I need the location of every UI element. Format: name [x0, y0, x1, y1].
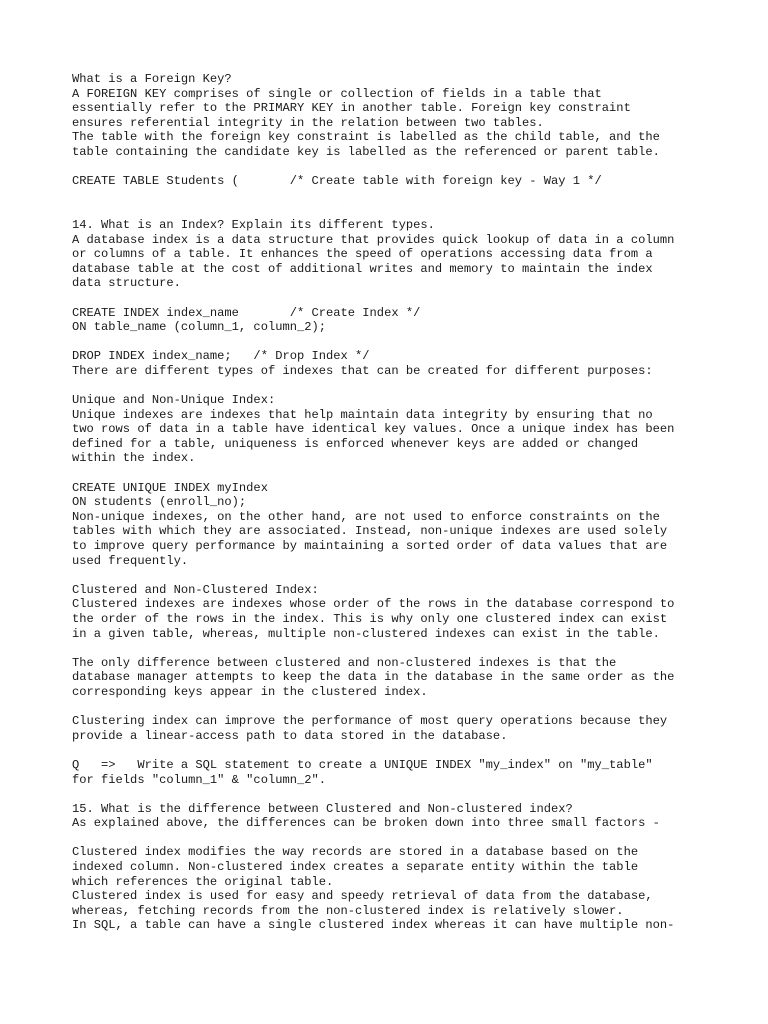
- text-line: defined for a table, uniqueness is enforced whenever keys are added or changed: [72, 436, 639, 451]
- text-line: for fields "column_1" & "column_2".: [72, 772, 327, 787]
- text-line: There are different types of indexes that can be created for different purposes:: [72, 363, 653, 378]
- text-line: As explained above, the differences can be broken down into three small factors -: [72, 816, 660, 831]
- text-line: A FOREIGN KEY comprises of single or collection of fields in a table that: [72, 86, 602, 101]
- text-line: A database index is a data structure that provides quick lookup of data in a column: [72, 232, 675, 247]
- text-line: Clustered index is used for easy and speedy retrieval of data from the database,: [72, 889, 653, 904]
- text-line: database table at the cost of additional writes and memory to maintain the index: [72, 261, 653, 276]
- document-page: [72, 72, 712, 933]
- text-line: Non-unique indexes, on the other hand, are not used to enforce constraints on the: [72, 509, 660, 524]
- blank-line: [72, 466, 712, 481]
- text-line: Unique indexes are indexes that help maintain data integrity by ensuring that no: [72, 407, 653, 422]
- text-line: In SQL, a table can have a single clustered index whereas it can have multiple non-: [72, 918, 675, 933]
- blank-line: [72, 743, 712, 758]
- text-line: The only difference between clustered and non-clustered indexes is that the: [72, 655, 617, 670]
- blank-line: [72, 568, 712, 583]
- text-line: essentially refer to the PRIMARY KEY in another table. Foreign key constraint: [72, 101, 631, 116]
- text-line: provide a linear-access path to data stored in the database.: [72, 728, 508, 743]
- blank-line: [72, 160, 712, 175]
- text-line: in a given table, whereas, multiple non-clustered indexes can exist in the table.: [72, 626, 660, 641]
- blank-line: [72, 700, 712, 715]
- text-line: used frequently.: [72, 553, 189, 568]
- text-line: table containing the candidate key is labelled as the referenced or parent table.: [72, 144, 660, 159]
- text-line: indexed column. Non-clustered index creates a separate entity within the table: [72, 860, 639, 875]
- text-line: DROP INDEX index_name; /* Drop Index */: [72, 349, 370, 364]
- text-line: What is a Foreign Key?: [72, 72, 232, 86]
- text-line: CREATE INDEX index_name /* Create Index */: [72, 305, 421, 320]
- text-line: or columns of a table. It enhances the speed of operations accessing data from a: [72, 247, 653, 262]
- text-line: Clustered index modifies the way records are stored in a database based on the: [72, 845, 639, 860]
- text-line: within the index.: [72, 451, 196, 466]
- text-line: whereas, fetching records from the non-clustered index is relatively slower.: [72, 903, 624, 918]
- text-line: CREATE TABLE Students ( /* Create table with foreign key - Way 1 */: [72, 174, 602, 189]
- text-line: tables with which they are associated. Instead, non-unique indexes are used solely: [72, 524, 668, 539]
- text-line: The table with the foreign key constraint is labelled as the child table, and the: [72, 130, 660, 145]
- text-line: ensures referential integrity in the relation between two tables.: [72, 115, 544, 130]
- text-line: CREATE UNIQUE INDEX myIndex: [72, 480, 268, 495]
- text-line: two rows of data in a table have identical key values. Once a unique index has been: [72, 422, 675, 437]
- text-line: Clustering index can improve the performance of most query operations because they: [72, 714, 668, 729]
- text-line: ON table_name (column_1, column_2);: [72, 320, 327, 335]
- blank-line: [72, 378, 712, 393]
- text-line: to improve query performance by maintaining a sorted order of data values that are: [72, 539, 668, 553]
- text-line: Q => Write a SQL statement to create a UNIQUE INDEX "my_index" on "my_table": [72, 757, 653, 772]
- text-line: Unique and Non-Unique Index:: [72, 393, 276, 408]
- text-line: data structure.: [72, 276, 181, 291]
- text-line: corresponding keys appear in the clustered index.: [72, 684, 428, 699]
- text-line: 14. What is an Index? Explain its different types.: [72, 217, 435, 232]
- text-line: which references the original table.: [72, 874, 334, 889]
- blank-line: [72, 335, 712, 350]
- text-line: 15. What is the difference between Clustered and Non-clustered index?: [72, 801, 573, 816]
- blank-line: [72, 203, 712, 218]
- blank-line: [72, 787, 712, 802]
- text-line: Clustered and Non-Clustered Index:: [72, 582, 319, 597]
- text-line: Clustered indexes are indexes whose order of the rows in the database correspond to: [72, 597, 675, 612]
- text-line: database manager attempts to keep the data in the database in the same order as the: [72, 670, 675, 685]
- blank-line: [72, 641, 712, 656]
- text-line: the order of the rows in the index. This is why only one clustered index can exist: [72, 611, 668, 626]
- blank-line: [72, 189, 712, 204]
- blank-line: [72, 831, 712, 846]
- text-line: ON students (enroll_no);: [72, 495, 247, 510]
- blank-line: [72, 291, 712, 306]
